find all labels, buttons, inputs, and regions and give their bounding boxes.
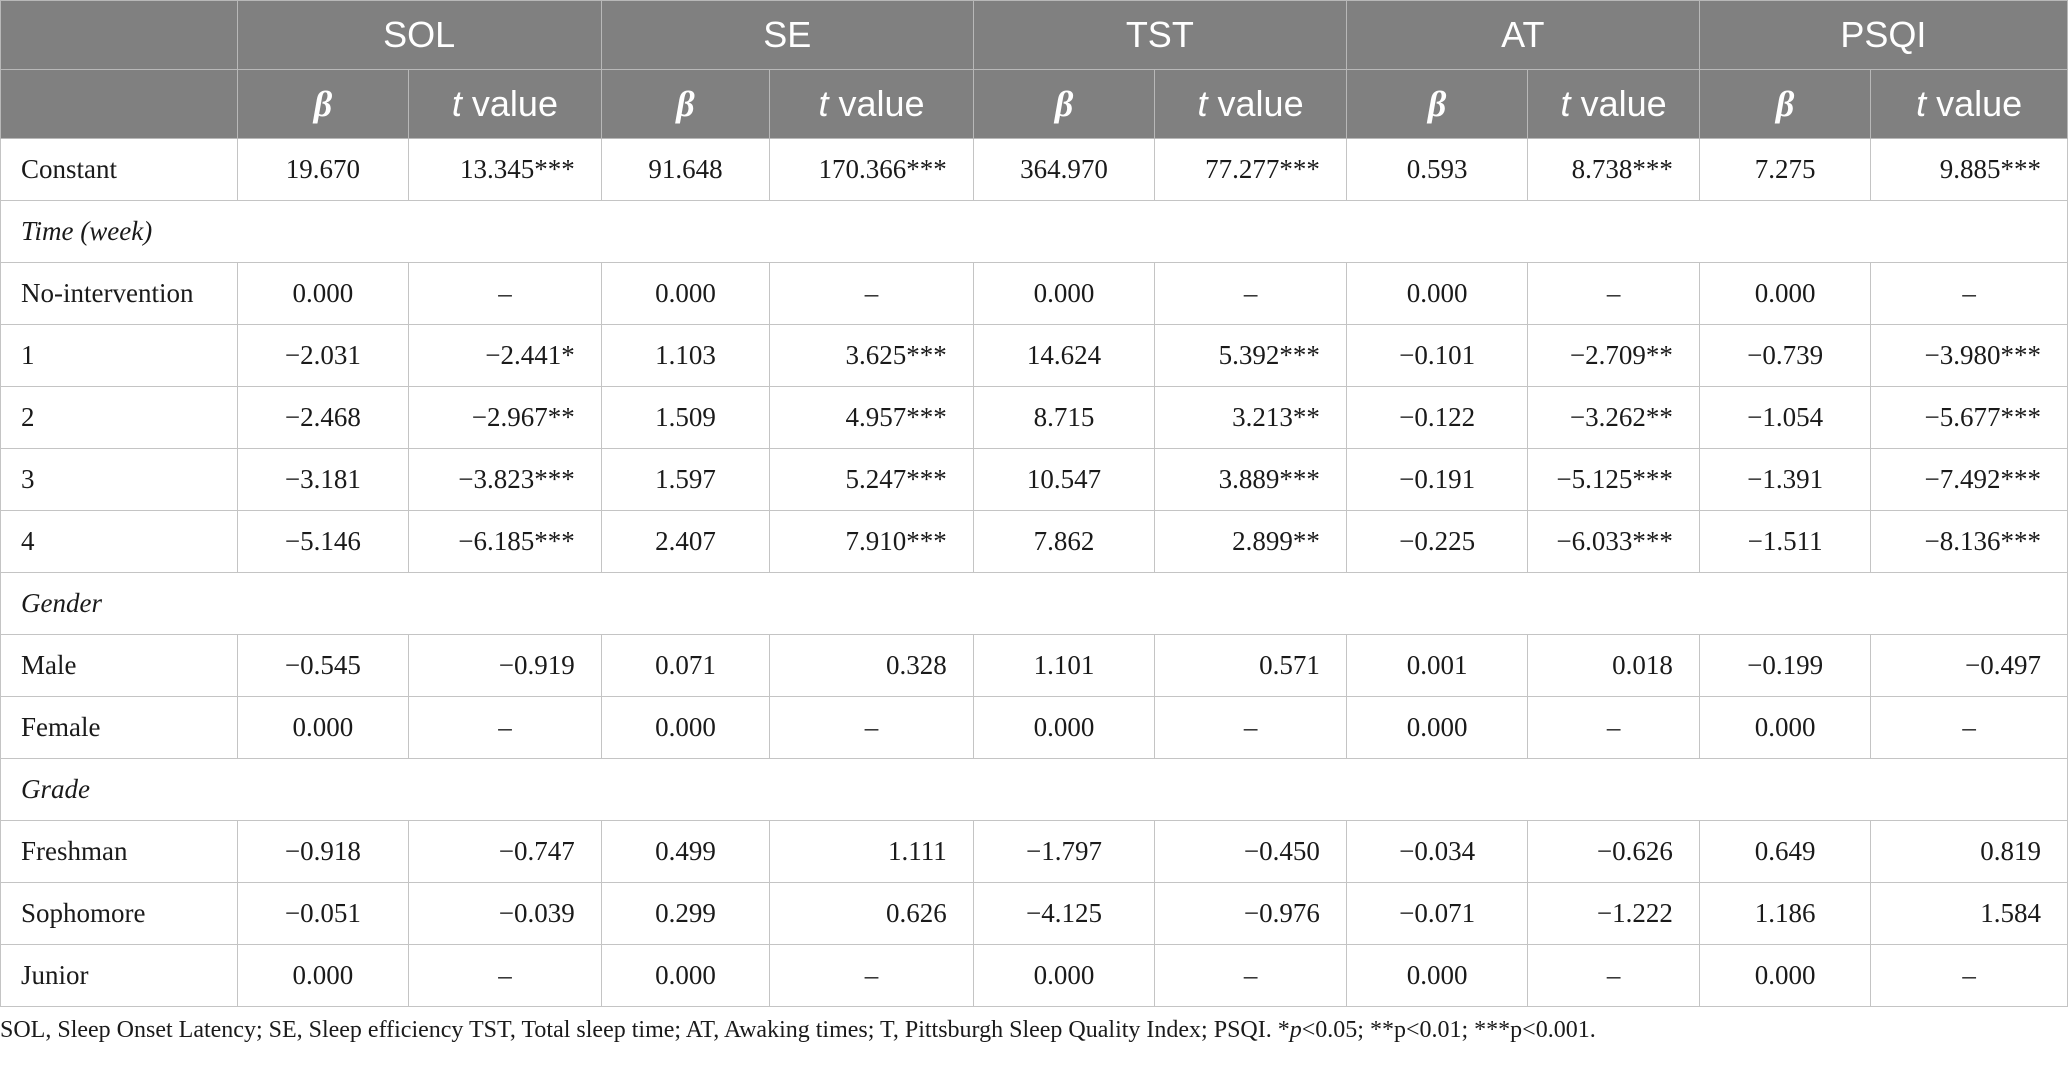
beta-cell: 0.000	[601, 263, 769, 325]
beta-cell: 0.000	[973, 945, 1155, 1007]
beta-cell: 0.000	[1346, 697, 1528, 759]
beta-cell: 1.597	[601, 449, 769, 511]
beta-cell: 7.862	[973, 511, 1155, 573]
beta-cell: −0.101	[1346, 325, 1528, 387]
t-value-cell: 0.819	[1871, 821, 2068, 883]
t-value-cell: 0.626	[770, 883, 974, 945]
beta-cell: 0.000	[1346, 263, 1528, 325]
group-header: SE	[601, 1, 973, 70]
subheader-row	[1, 70, 2068, 139]
beta-cell: 1.103	[601, 325, 769, 387]
section-row	[1, 201, 2068, 263]
beta-cell: −0.225	[1346, 511, 1528, 573]
table-row	[1, 449, 2068, 511]
t-value-header: t value	[409, 70, 602, 139]
t-value-cell: 7.910***	[770, 511, 974, 573]
beta-cell: −0.739	[1699, 325, 1870, 387]
beta-cell: 0.071	[601, 635, 769, 697]
row-label: Freshman	[1, 821, 238, 883]
table-row	[1, 325, 2068, 387]
beta-header: β	[973, 70, 1155, 139]
t-value-cell: –	[770, 263, 974, 325]
section-row	[1, 573, 2068, 635]
t-value-header: t value	[770, 70, 974, 139]
table-row	[1, 821, 2068, 883]
t-value-cell: –	[409, 263, 602, 325]
beta-cell: 364.970	[973, 139, 1155, 201]
row-label: Constant	[1, 139, 238, 201]
beta-cell: 0.000	[1346, 945, 1528, 1007]
beta-cell: −2.468	[237, 387, 408, 449]
t-value-cell: 9.885***	[1871, 139, 2068, 201]
beta-cell: 1.509	[601, 387, 769, 449]
beta-cell: 0.593	[1346, 139, 1528, 201]
beta-cell: 19.670	[237, 139, 408, 201]
row-label: 4	[1, 511, 238, 573]
t-value-cell: −6.185***	[409, 511, 602, 573]
beta-cell: −4.125	[973, 883, 1155, 945]
beta-cell: 0.649	[1699, 821, 1870, 883]
t-value-cell: –	[1155, 263, 1347, 325]
t-value-cell: 5.247***	[770, 449, 974, 511]
beta-cell: −1.797	[973, 821, 1155, 883]
t-value-cell: 8.738***	[1528, 139, 1699, 201]
t-value-cell: −3.262**	[1528, 387, 1699, 449]
beta-cell: −0.545	[237, 635, 408, 697]
t-value-header: t value	[1871, 70, 2068, 139]
t-value-cell: –	[1155, 697, 1347, 759]
t-value-cell: –	[770, 945, 974, 1007]
t-value-header: t value	[1528, 70, 1699, 139]
beta-cell: −1.391	[1699, 449, 1870, 511]
t-value-cell: 170.366***	[770, 139, 974, 201]
beta-header: β	[237, 70, 408, 139]
beta-cell: 0.001	[1346, 635, 1528, 697]
beta-cell: −0.918	[237, 821, 408, 883]
t-value-header: t value	[1155, 70, 1347, 139]
t-value-cell: 77.277***	[1155, 139, 1347, 201]
t-value-cell: 5.392***	[1155, 325, 1347, 387]
t-value-cell: −0.747	[409, 821, 602, 883]
beta-cell: −2.031	[237, 325, 408, 387]
t-value-cell: −0.039	[409, 883, 602, 945]
row-label: Sophomore	[1, 883, 238, 945]
t-value-cell: 3.213**	[1155, 387, 1347, 449]
row-label: No-intervention	[1, 263, 238, 325]
t-value-cell: 3.625***	[770, 325, 974, 387]
beta-cell: 7.275	[1699, 139, 1870, 201]
beta-cell: 8.715	[973, 387, 1155, 449]
beta-cell: −0.199	[1699, 635, 1870, 697]
beta-cell: 0.000	[973, 697, 1155, 759]
t-value-cell: 0.328	[770, 635, 974, 697]
t-value-cell: 2.899**	[1155, 511, 1347, 573]
table-row	[1, 387, 2068, 449]
table-row	[1, 945, 2068, 1007]
t-value-cell: –	[1155, 945, 1347, 1007]
beta-cell: 0.000	[601, 697, 769, 759]
table-row	[1, 883, 2068, 945]
t-value-cell: –	[1528, 697, 1699, 759]
t-value-cell: −5.125***	[1528, 449, 1699, 511]
table-row	[1, 697, 2068, 759]
beta-cell: 14.624	[973, 325, 1155, 387]
t-value-cell: −8.136***	[1871, 511, 2068, 573]
t-value-cell: –	[1871, 697, 2068, 759]
row-label: Junior	[1, 945, 238, 1007]
table-footnote: SOL, Sleep Onset Latency; SE, Sleep efficiency TST, Total sleep time; AT, Awaking times; T, Pittsburgh Sleep Quality Index; PSQI. *p<0.05; **p<0.01; ***p<0.001.	[0, 1017, 1596, 1043]
t-value-cell: 4.957***	[770, 387, 974, 449]
t-value-cell: –	[1871, 945, 2068, 1007]
table-row	[1, 511, 2068, 573]
beta-cell: 1.186	[1699, 883, 1870, 945]
t-value-cell: −0.497	[1871, 635, 2068, 697]
beta-cell: 0.499	[601, 821, 769, 883]
beta-cell: 2.407	[601, 511, 769, 573]
beta-cell: 0.000	[1699, 945, 1870, 1007]
t-value-cell: −0.919	[409, 635, 602, 697]
beta-cell: 0.000	[237, 263, 408, 325]
t-value-cell: 0.571	[1155, 635, 1347, 697]
beta-header: β	[1346, 70, 1528, 139]
beta-cell: −0.034	[1346, 821, 1528, 883]
corner-cell	[1, 70, 238, 139]
t-value-cell: 3.889***	[1155, 449, 1347, 511]
row-label: Female	[1, 697, 238, 759]
beta-cell: 1.101	[973, 635, 1155, 697]
group-header: PSQI	[1699, 1, 2067, 70]
t-value-cell: −5.677***	[1871, 387, 2068, 449]
group-header: AT	[1346, 1, 1699, 70]
t-value-cell: −0.450	[1155, 821, 1347, 883]
t-value-cell: −1.222	[1528, 883, 1699, 945]
row-label: 3	[1, 449, 238, 511]
section-label: Gender	[1, 573, 2068, 635]
t-value-cell: –	[409, 945, 602, 1007]
group-header: SOL	[237, 1, 601, 70]
section-label: Time (week)	[1, 201, 2068, 263]
corner-cell	[1, 1, 238, 70]
beta-cell: 91.648	[601, 139, 769, 201]
t-value-cell: 1.584	[1871, 883, 2068, 945]
table-row	[1, 263, 2068, 325]
beta-cell: −0.051	[237, 883, 408, 945]
t-value-cell: –	[1528, 945, 1699, 1007]
t-value-cell: −2.441*	[409, 325, 602, 387]
beta-cell: −0.191	[1346, 449, 1528, 511]
t-value-cell: 0.018	[1528, 635, 1699, 697]
beta-header: β	[1699, 70, 1870, 139]
group-header-row	[1, 1, 2068, 70]
beta-cell: −5.146	[237, 511, 408, 573]
t-value-cell: −6.033***	[1528, 511, 1699, 573]
beta-cell: −0.122	[1346, 387, 1528, 449]
table-row	[1, 139, 2068, 201]
row-label: Male	[1, 635, 238, 697]
row-label: 1	[1, 325, 238, 387]
beta-header: β	[601, 70, 769, 139]
beta-cell: 0.299	[601, 883, 769, 945]
beta-cell: 0.000	[601, 945, 769, 1007]
t-value-cell: −0.626	[1528, 821, 1699, 883]
beta-cell: 0.000	[973, 263, 1155, 325]
table-body	[1, 139, 2068, 1007]
t-value-cell: −3.980***	[1871, 325, 2068, 387]
t-value-cell: −3.823***	[409, 449, 602, 511]
beta-cell: −1.511	[1699, 511, 1870, 573]
beta-cell: 0.000	[1699, 697, 1870, 759]
t-value-cell: 13.345***	[409, 139, 602, 201]
beta-cell: −3.181	[237, 449, 408, 511]
t-value-cell: −0.976	[1155, 883, 1347, 945]
beta-cell: 0.000	[237, 697, 408, 759]
t-value-cell: –	[409, 697, 602, 759]
section-label: Grade	[1, 759, 2068, 821]
t-value-cell: 1.111	[770, 821, 974, 883]
t-value-cell: –	[770, 697, 974, 759]
t-value-cell: −7.492***	[1871, 449, 2068, 511]
beta-cell: −1.054	[1699, 387, 1870, 449]
section-row	[1, 759, 2068, 821]
table-row	[1, 635, 2068, 697]
beta-cell: 10.547	[973, 449, 1155, 511]
beta-cell: 0.000	[1699, 263, 1870, 325]
beta-cell: 0.000	[237, 945, 408, 1007]
t-value-cell: −2.967**	[409, 387, 602, 449]
row-label: 2	[1, 387, 238, 449]
beta-cell: −0.071	[1346, 883, 1528, 945]
t-value-cell: –	[1871, 263, 2068, 325]
t-value-cell: −2.709**	[1528, 325, 1699, 387]
t-value-cell: –	[1528, 263, 1699, 325]
group-header: TST	[973, 1, 1346, 70]
